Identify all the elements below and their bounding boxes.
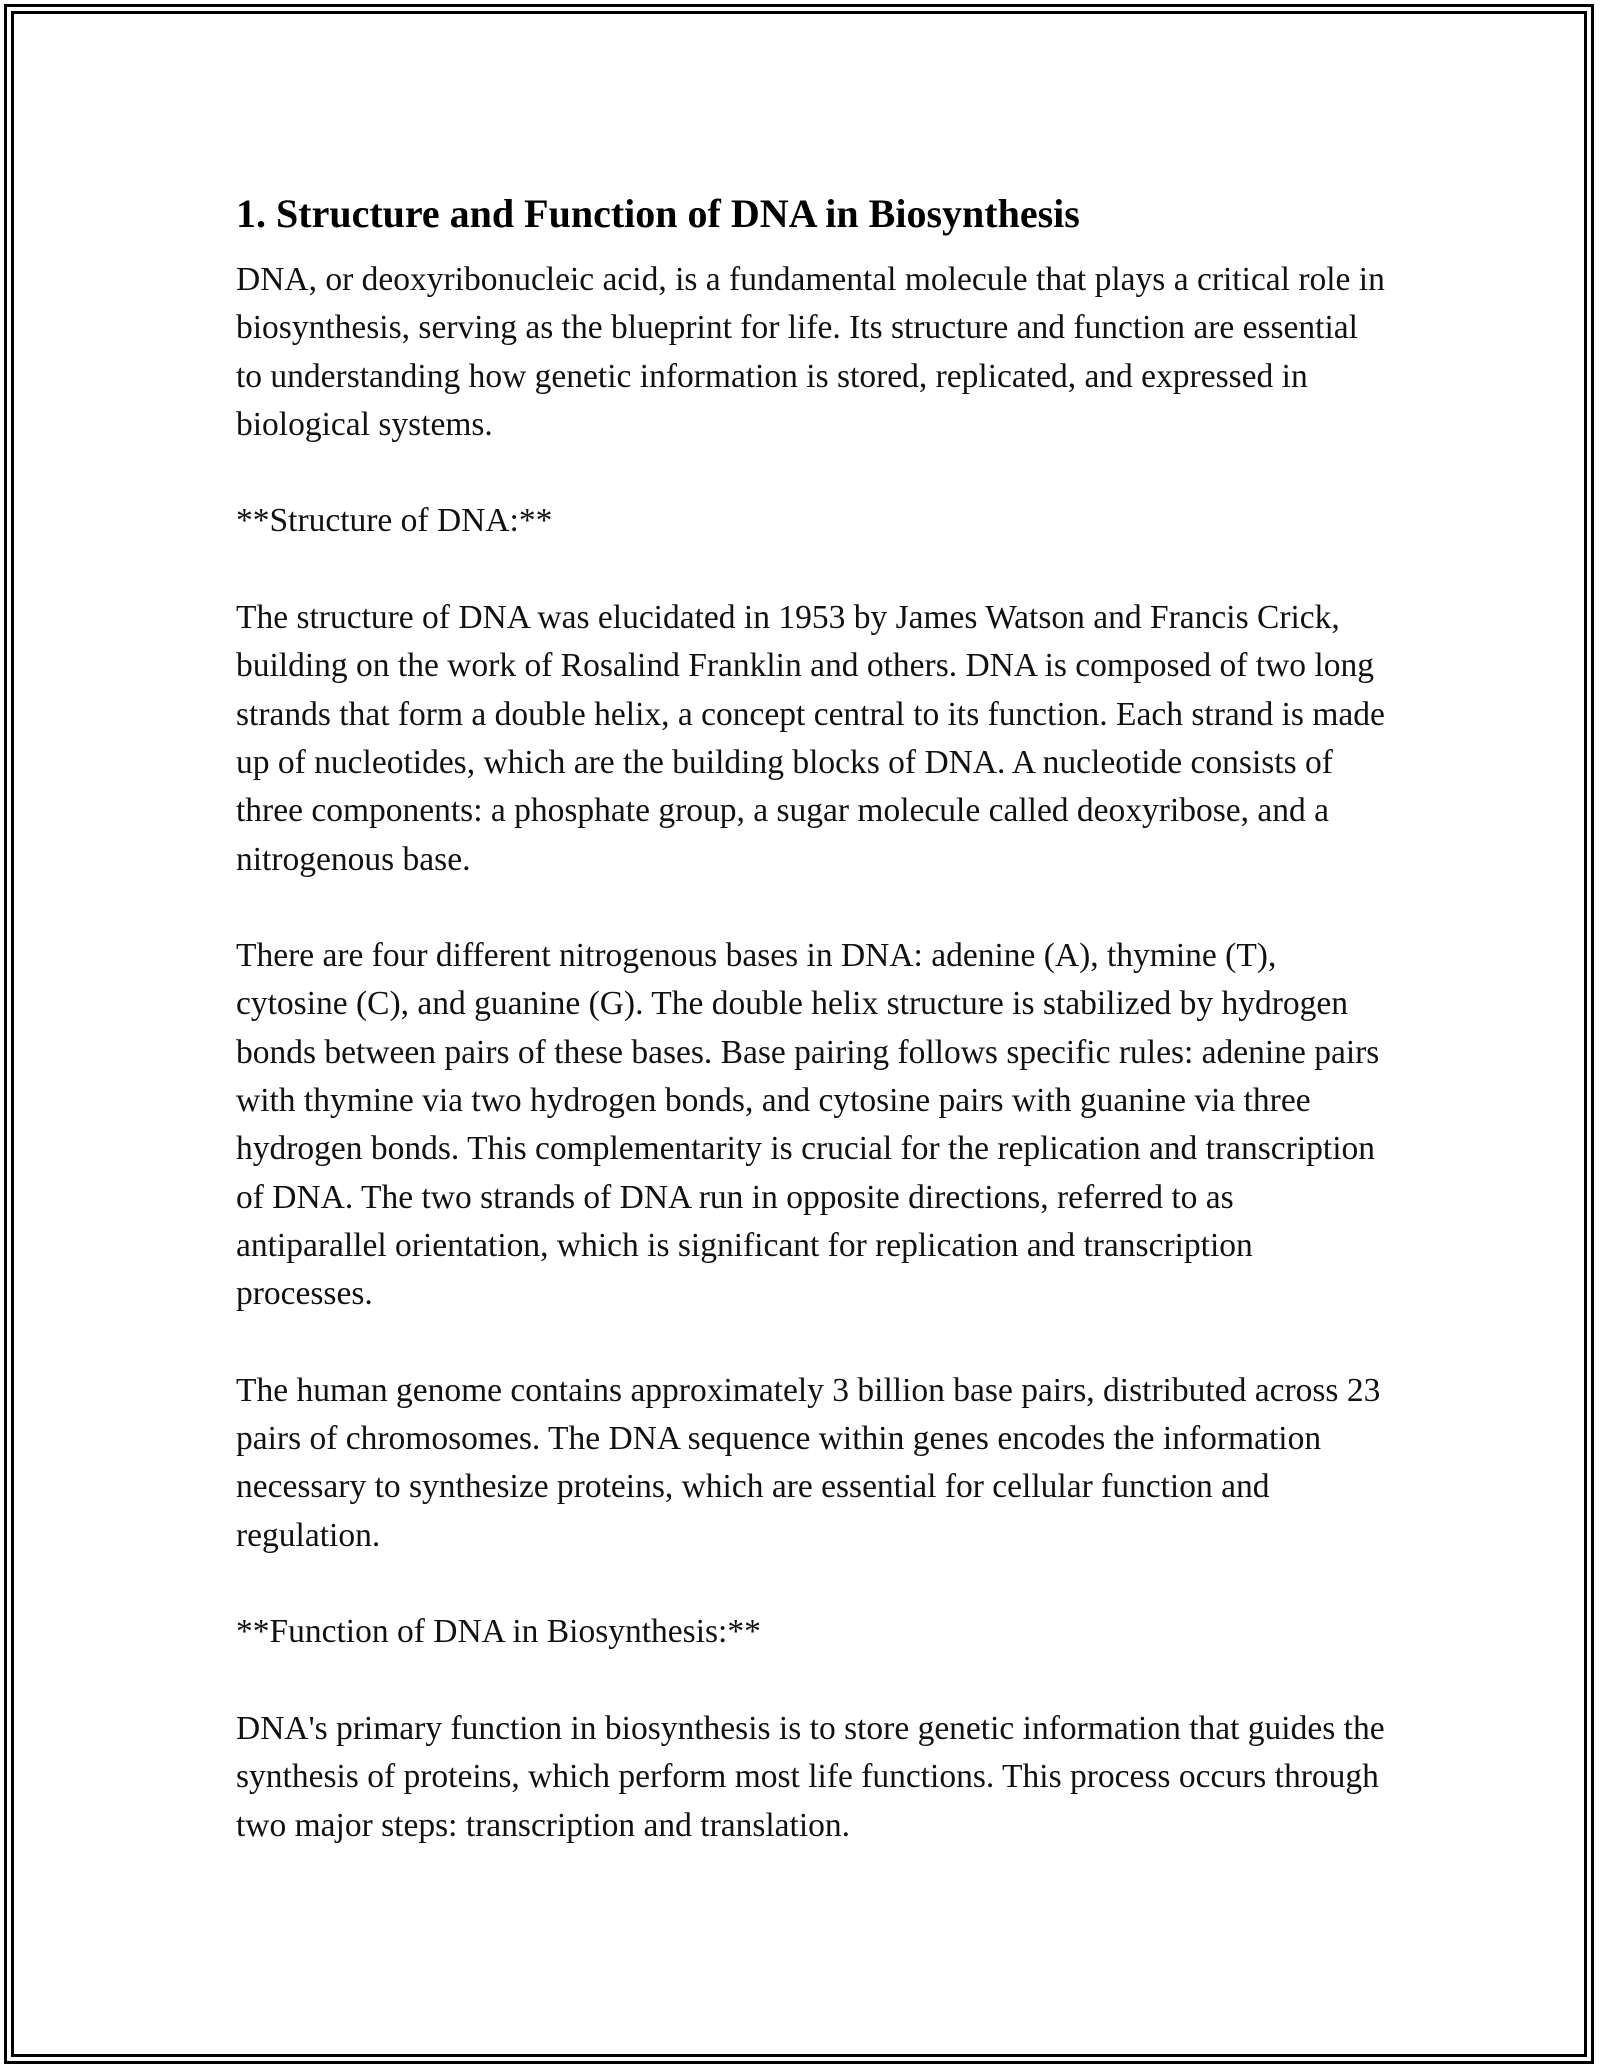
section-title: 1. Structure and Function of DNA in Biosynthesis xyxy=(236,191,1080,236)
structure-heading: **Structure of DNA:** xyxy=(236,502,553,540)
function-heading: **Function of DNA in Biosynthesis:** xyxy=(236,1613,761,1651)
document-body xyxy=(236,186,1386,1898)
intro-paragraph: DNA, or deoxyribonucleic acid, is a fundamental molecule that plays a critical role in biosynthesis, serving as the blueprint for life. Its structure and function are essential to understanding how genetic information is stored, replicated, and expressed in biological systems. xyxy=(236,261,1385,443)
human-genome-paragraph: The human genome contains approximately 3 billion base pairs, distributed across 23 pairs of chromosomes. The DNA sequence within genes encodes the information necessary to synthesize proteins, which are essential for cellular function and regulation. xyxy=(236,1371,1381,1554)
structure-history-paragraph: The structure of DNA was elucidated in 1953 by James Watson and Francis Crick, building on the work of Rosalind Franklin and others. DNA is composed of two long strands that form a double helix, a concept central to its function. Each strand is made up of nucleotides, which are the building blocks of DNA. A nucleotide consists of three components: a phosphate group, a sugar molecule called deoxyribose, and a nitrogenous base. xyxy=(236,599,1385,878)
function-paragraph: DNA's primary function in biosynthesis is to store genetic information that guides the synthesis of proteins, which perform most life functions. This process occurs through two major steps: transcription and translation. xyxy=(236,1709,1385,1844)
nitrogenous-bases-paragraph: There are four different nitrogenous bases in DNA: adenine (A), thymine (T), cytosine (C), and guanine (G). The double helix structure is stabilized by hydrogen bonds between pairs of these bases. Base pairing follows specific rules: adenine pairs with thymine via two hydrogen bonds, and cytosine pairs with guanine via three hydrogen bonds. This complementarity is crucial for the replication and transcription of DNA. The two strands of DNA run in opposite directions, referred to as antiparallel orientation, which is significant for replication and transcription processes. xyxy=(236,937,1380,1313)
